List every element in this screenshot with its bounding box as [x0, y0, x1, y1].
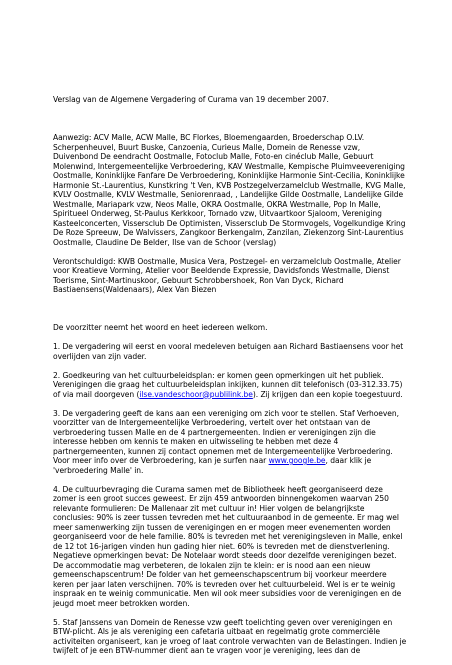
- item-3-text-after: , daar klik je 'verbroedering Malle' in.: [53, 456, 372, 475]
- excused-paragraph: Verontschuldigd: KWB Oostmalle, Musica Vera, Postzegel- en verzamelclub Oostmalle, Atelier voor Kreatieve Vorming, Atelier voor Beeldende Expressie, Davidsfonds Westmalle, Dienst Toerisme, Sint-Martinuskoor, Gebuurt Schrobbershoek, Ron Van Dyck, Richard Bastiaensens(Waldenaars), Alex Van Biezen: [53, 256, 401, 294]
- opening-paragraph: De voorzitter neemt het woord en heet iedereen welkom.: [53, 323, 268, 332]
- document-page: [53, 95, 407, 665]
- attendees-paragraph: Aanwezig: ACV Malle, ACW Malle, BC Florkes, Bloemengaarden, Broederschap O.LV. Scherpenheuvel, Buurt Buske, Canzoenia, Curieus Malle, Domein de Renesse vzw, Duivenbond De eendracht Oostmalle, Fotoclub Malle, Foto-en cinéclub Malle, Gebuurt Molenwind, Intergemeentelijke Verbroedering, KAV Westmalle, Kempische Pluimveevereniging Oostmalle, Koninklijke Fanfare De Verbroedering, Koninklijke Harmonie Sint-Cecilia, Koninklijke Harmonie St.-Laurentius, Kunstkring 't Ven, KVB Postzegelverzamelclub Westmalle, KVG Malle, KVLV Oostmalle, KVLV Westmalle, Seniorenraad, , Landelijke Gilde Oostmalle, Landelijke Gilde Westmalle, Mariapark vzw, Neos Malle, OKRA Oostmalle, OKRA Westmalle, Pop In Malle, Spiritueel Onderweg, St-Paulus Kerkkoor, Tornado vzw, Uitvaartkoor Sjaloom, Vereniging Kasteelconcerten, Vissersclub De Optimisten, Vissersclub De Stormvogels, Vogelkundige Kring De Roze Spreeuw, De Walvissers, Zangkoor Berkengalm, Zanzilan, Ziekenzorg Sint-Laurentius Oostmalle, Claudine De Belder, Ilse van de Schoor (verslag): [53, 133, 406, 247]
- item-5-paragraph: 5. Staf Janssens van Domein de Renesse vzw geeft toelichting geven over verenigingen en BTW-plicht. Als je als vereniging een cafetaria uitbaat en regelmatig grote commerciële activiteiten organiseert, kan je vroeg of laat controle verwachten van de Belastingen. Indien je twijfelt of je een BTW-nummer dient aan te vragen voor je vereniging, lees dan de: [53, 617, 407, 655]
- website-link[interactable]: www.google.be: [268, 456, 326, 465]
- item-1-paragraph: 1. De vergadering wil eerst en vooral medeleven betuigen aan Richard Bastiaensens voor het overlijden van zijn vader.: [53, 342, 404, 361]
- item-3-paragraph: [53, 409, 407, 476]
- item-2-text-before: 2. Goedkeuring van het cultuurbeleidsplan: er komen geen opmerkingen uit het publiek. Verenigingen die graag het cultuurbeleidsplan inkijken, kunnen dit telefonisch (03-312.33.75) of via mail doorgeven (: [53, 370, 403, 399]
- email-link[interactable]: ilse.vandeschoor@publilink.be: [139, 389, 253, 399]
- item-4-paragraph: 4. De cultuurbevraging die Curama samen met de Bibliotheek heeft georganiseerd deze zomer is een groot succes geweest. Er zijn 459 antwoorden binnengekomen waarvan 250 relevante formulieren: De Mallenaar zit met cultuur in! Hier volgen de belangrijkste conclusies: 90% is zeer tussen tevreden met het cultuuraanbod in de gemeente. Er mag wel meer samenwerking zijn tussen de verenigingen en er mogen meer evenementen worden georganiseerd voor de hele familie. 80% is tevreden met het verenigingsleven in Malle, enkel de 12 tot 16-jarigen vinden hun gading hier niet. 60% is tevreden met de dienstverlening. Negatieve opmerkingen bevat: De Notelaar wordt steeds door dezelfde verenigingen bezet. De accommodatie mag verbeteren, de lokalen zijn te klein: er is nood aan een nieuw gemeenschapscentrum! De folder van het gemeenschapscentrum bij voorkeur meerdere keren per jaar laten verschijnen. 70% is tevreden over het cultuurbeleid. Wel is er te weinig inspraak en te weinig communicatie. Men wil ook meer subsidies voor de verenigingen en de jeugd moet meer betrokken worden.: [53, 484, 403, 608]
- document-title: Verslag van de Algemene Vergadering of Curama van 19 december 2007.: [53, 95, 329, 104]
- item-2-paragraph: [53, 371, 407, 400]
- item-2-text-after: ). Zij krijgen dan een kopie toegestuurd.: [252, 389, 403, 399]
- item-3-text-before: 3. De vergadering geeft de kans aan een vereniging om zich voor te stellen. Staf Verhoeven, voorzitter van de Intergemeentelijke Verbroedering, vertelt over het ontstaan van de verbroedering tussen Malle en de 4 partnergemeenten. Indien er verenigingen zijn die interesse hebben om kennis te maken en uitwisseling te hebben met deze 4 partnergemeenten, kunnen zij contact opnemen met de Intergemeentelijke Verbroedering. Voor meer info over de Verbroedering, kan je surfen naar: [53, 408, 399, 465]
